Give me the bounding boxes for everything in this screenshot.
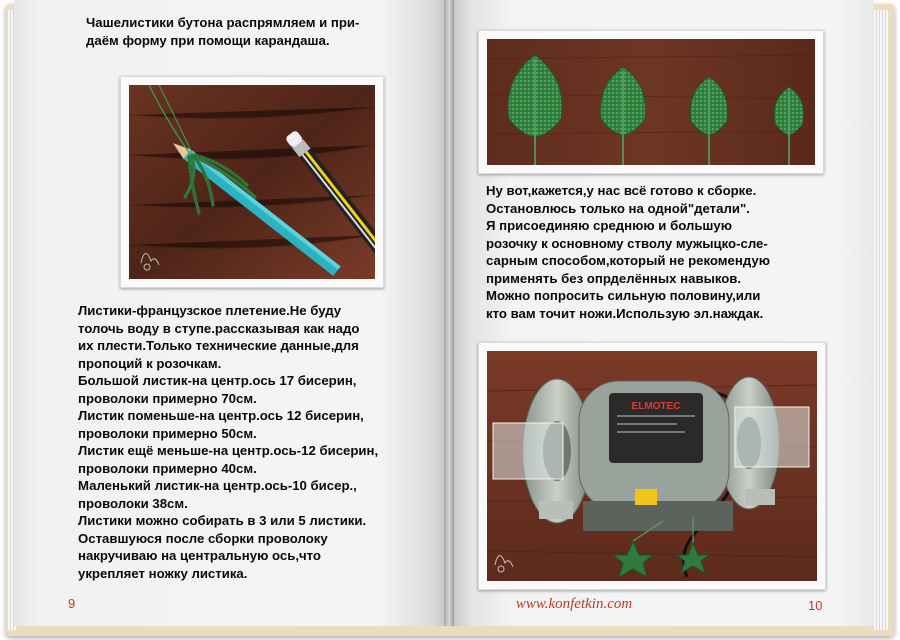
left-body-line: их плести.Только технические данные,для <box>78 338 359 353</box>
page-number-left: 9 <box>68 596 76 611</box>
right-body-line: кто вам точит ножи.Использую эл.наждак. <box>486 305 764 321</box>
left-body-line: толочь воду в ступе.рассказывая как надо <box>78 320 360 336</box>
photo-bench-grinder <box>478 342 826 590</box>
left-body-line: Большой листик-на центр.ось 17 бисерин, <box>78 373 357 388</box>
left-body-line: Листики можно собирать в 3 или 5 листики. <box>78 513 367 528</box>
page-edges-right <box>874 10 888 630</box>
left-body-line: накручиваю на центральную ось,что <box>78 548 321 563</box>
right-body-line: Остановлюсь только на одной"детали". <box>486 200 750 216</box>
bench-grinder-image <box>487 351 817 581</box>
right-body-line: Я присоединяю среднюю и большую <box>486 218 733 233</box>
page-number-right: 10 <box>808 598 823 613</box>
book-gutter <box>444 0 454 626</box>
left-body-line: Оставшуюся после сборки проволоку <box>78 530 328 546</box>
photo-beaded-leaves <box>478 30 824 174</box>
left-page <box>14 0 444 626</box>
left-body-line: проволоки примерно 70см. <box>78 390 257 406</box>
right-body-line: розочку к основному стволу мужыцко-сле- <box>486 235 768 251</box>
beaded-leaves-image <box>487 39 815 165</box>
left-body-line: Листик ещё меньше-на центр.ось-12 бисерин, <box>78 443 379 458</box>
left-body-line: проволоки примерно 40см. <box>78 460 257 476</box>
photo-pencil-beadwork <box>120 76 384 288</box>
left-body-line: Листик поменьше-на центр.ось 12 бисерин, <box>78 408 364 423</box>
left-photo-caption: Чашелистики бутона распрямляем и при- даём форму при помощи карандаша. <box>86 15 360 48</box>
right-body-line: сарным способом,который не рекомендую <box>486 253 770 268</box>
left-body-line: проволоки примерно 50см. <box>78 425 257 441</box>
pencil-beadwork-image <box>129 85 375 279</box>
left-body-line: Листики-французское плетение.Не буду <box>78 303 342 318</box>
right-page <box>454 0 874 626</box>
left-body-line: проволоки 38см. <box>78 495 188 511</box>
footer-website-url: www.konfetkin.com <box>515 596 633 612</box>
grinder-brand-label: ELMOTEC <box>631 401 681 412</box>
right-body-text <box>486 182 856 322</box>
left-body-line: укрепляет ножку листика. <box>78 565 248 581</box>
right-body-line: Ну вот,кажется,у нас всё готово к сборке. <box>486 183 757 198</box>
left-body-line: Маленький листик-на центр.ось-10 бисер., <box>78 478 357 493</box>
left-body-line: пропоций к розочкам. <box>78 355 222 371</box>
left-body-text <box>78 302 438 582</box>
right-body-line: применять без опрделённых навыков. <box>486 270 742 286</box>
right-body-line: Можно попросить сильную половину,или <box>486 288 761 303</box>
